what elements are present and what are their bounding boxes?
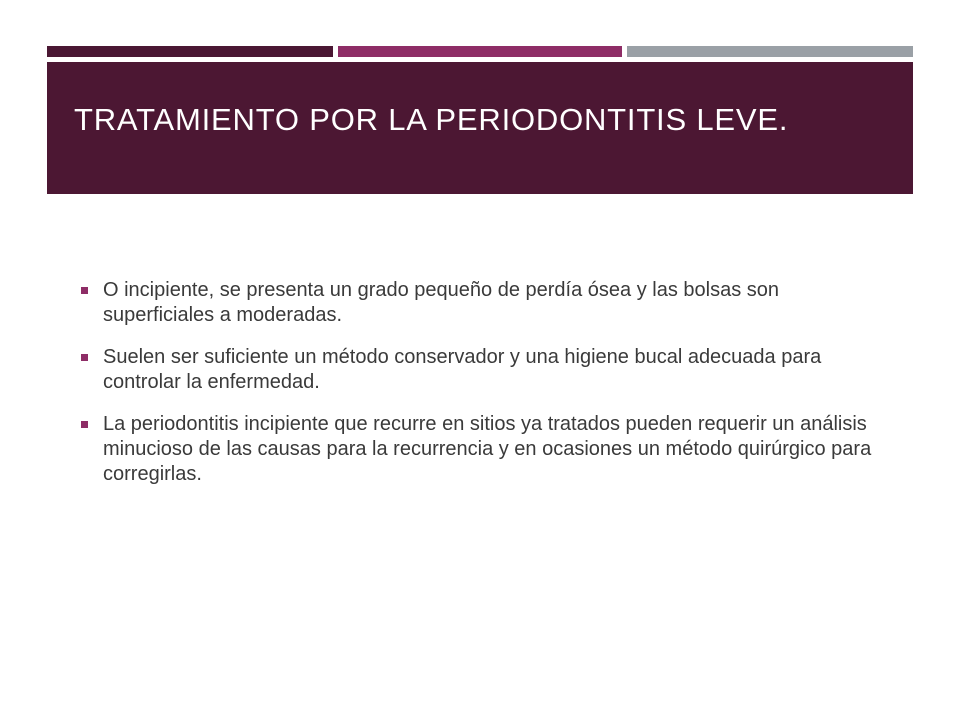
- slide-title: TRATAMIENTO POR LA PERIODONTITIS LEVE.: [74, 102, 789, 137]
- title-band: [47, 62, 913, 194]
- square-bullet-icon: [81, 287, 88, 294]
- bullet-text: O incipiente, se presenta un grado pequeño de perdía ósea y las bolsas son superficiales a moderadas.: [103, 279, 780, 326]
- bullet-list: [78, 273, 878, 487]
- bullet-item: [78, 340, 863, 395]
- accent-bar-plum: [47, 46, 333, 57]
- bullet-text: La periodontitis incipiente que recurre en sitios ya tratados pueden requerir un análisis minucioso de las causas para la recurrencia y en ocasiones un método quirúrgico para corregirlas.: [103, 413, 872, 485]
- bullet-item: [78, 407, 873, 487]
- accent-bar-magenta: [338, 46, 622, 57]
- square-bullet-icon: [81, 421, 88, 428]
- square-bullet-icon: [81, 354, 88, 361]
- bullet-text: Suelen ser suficiente un método conservador y una higiene bucal adecuada para controlar la enfermedad.: [103, 346, 822, 393]
- bullet-item: [78, 273, 873, 328]
- accent-bar-gray: [627, 46, 913, 57]
- slide-content: [78, 273, 878, 499]
